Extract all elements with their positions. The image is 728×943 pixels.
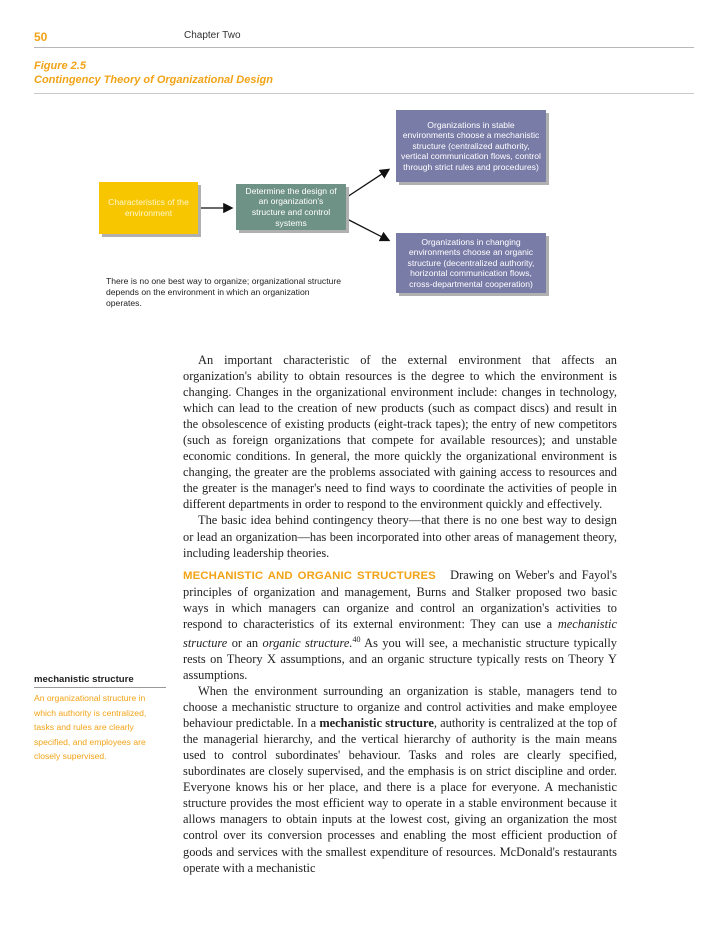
changing-outcome-text: Organizations in changing environments choose an organic structure (decentralized authority, horizontal communication flows, cross-departmental cooperation) xyxy=(407,236,535,289)
figure-label: Figure 2.5 xyxy=(34,60,86,72)
stable-outcome-text: Organizations in stable environments choose a mechanistic structure (centralized authority, vertical communication flows, control through strict rules and procedures) xyxy=(401,119,541,172)
figure-caption: There is no one best way to organize; organizational structure depends on the environment in which an organization operates. xyxy=(106,276,342,308)
paragraph-3 xyxy=(183,567,617,683)
page-number: 50 xyxy=(34,30,48,44)
paragraph-2: The basic idea behind contingency theory—that there is no one best way to design or lead an organization—has been incorporated into other areas of management theory, including leadership theories. xyxy=(183,513,617,560)
chapter-title: Chapter Two xyxy=(184,30,241,41)
paragraph-4-text-b: , authority is centralized at the top of the managerial hierarchy, and the vertical hierarchy of authority is the main means used to control subordinates' behaviour. Tasks and roles are clearly specified, subordinates are closely supervised, and the emphasis is on strict discipline and order. Everyone knows his or her place, and there is a place for everyone. A mechanistic structure provides the most efficient way to operate in a stable environment because it allows managers to obtain inputs at the lowest cost, giving an organization the most control over its conversion processes and enabling the most efficient production of goods and services with the smallest expenditure of resources. McDonald's restaurants operate with a mechanistic xyxy=(183,716,618,875)
arrow-design-to-stable xyxy=(347,170,388,197)
design-box xyxy=(236,184,346,230)
paragraph-3-text-b: or an xyxy=(227,635,263,650)
header-rule xyxy=(34,47,694,48)
term-organic: organic structure. xyxy=(262,635,353,650)
arrow-design-to-changing xyxy=(347,219,388,240)
environment-box xyxy=(99,182,198,234)
glossary-definition: An organizational structure in which authority is centralized, tasks and rules are clearly specified, and employees are closely supervised. xyxy=(34,693,147,762)
paragraph-3-text-c: As you will see, a mechanistic structure typically rests on Theory X assumptions, and an organic structure typically rests on Theory Y assumptions. xyxy=(183,635,618,683)
environment-box-text: Characteristics of the environment xyxy=(108,197,189,218)
paragraph-4 xyxy=(183,683,617,876)
paragraph-4-text-a: When the environment surrounding an organization is stable, managers tend to choose a mechanistic structure to organize and control activities and make employee behaviour predictable. In a xyxy=(183,684,617,731)
glossary-term: mechanistic structure xyxy=(34,674,166,688)
term-mechanistic: mechanistic structure xyxy=(183,616,617,650)
design-box-text: Determine the design of an organization's structure and control systems xyxy=(245,185,337,228)
paragraph-3-text-a: Drawing on Weber's and Fayol's principles of organization and management, Burns and Stalker proposed two basic ways in which managers can organize and control an organization's activities to respond to characteristics of its external environment: They can use a xyxy=(183,567,617,631)
figure-title: Contingency Theory of Organizational Design xyxy=(34,74,273,86)
section-heading: MECHANISTIC AND ORGANIC STRUCTURES xyxy=(183,569,436,582)
term-mechanistic-bold: mechanistic structure xyxy=(319,716,434,731)
main-text-column xyxy=(183,352,617,876)
footnote-ref: 40 xyxy=(352,634,361,644)
figure-rule xyxy=(34,93,694,94)
changing-outcome-box xyxy=(396,233,546,293)
paragraph-1: An important characteristic of the external environment that affects an organization's ability to obtain resources is the degree to which the environment is changing. Changes in the organizational environment include: changes in technology, which can lead to the creation of new products (such as compact discs) and result in the obsolescence of existing products (eight-track tapes); the entry of new competitors (such as foreign organizations that compete for available resources); and unstable economic conditions. In general, the more quickly the organizational environment is changing, the greater are the problems associated with gaining access to resources and the greater is the manager's need to find ways to coordinate the activities of people in different departments in order to respond to the environment quickly and effectively. xyxy=(183,353,617,512)
margin-glossary xyxy=(34,674,166,764)
running-header xyxy=(34,26,694,48)
stable-outcome-box xyxy=(396,110,546,182)
